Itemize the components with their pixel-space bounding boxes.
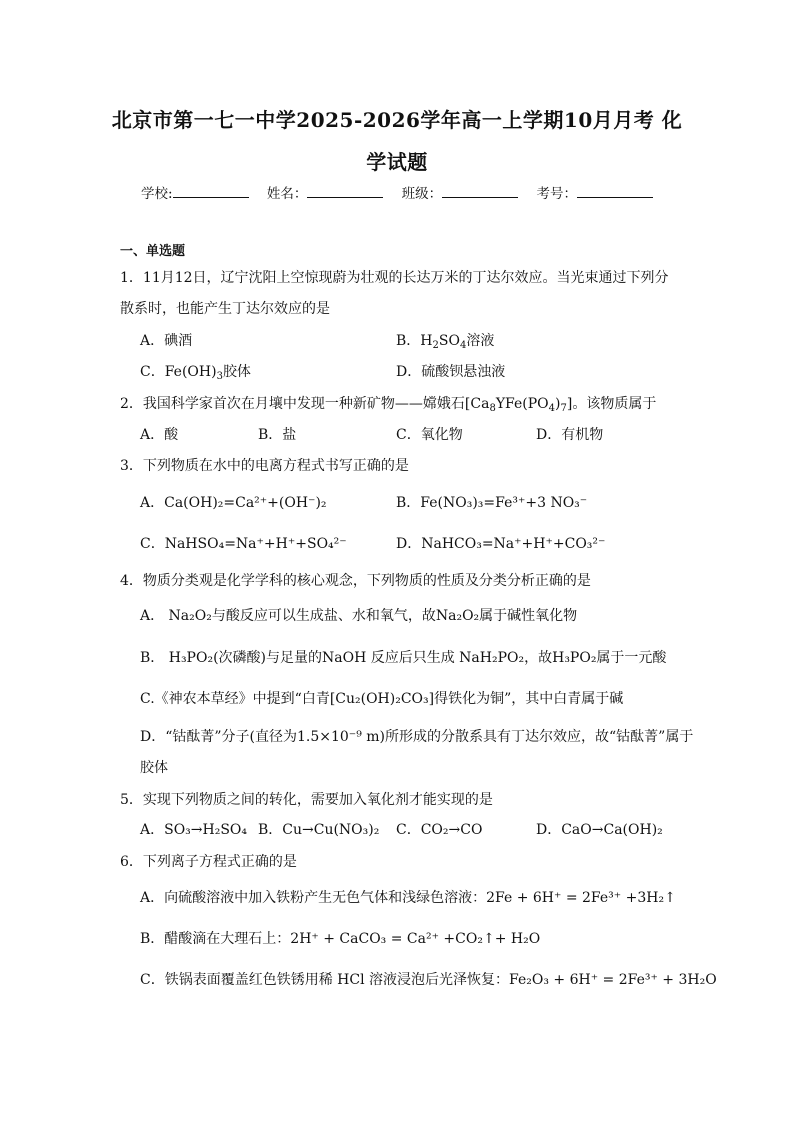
q5-option-b: B．Cu→Cu(NO₃)₂ [258,822,380,838]
q3-stem: 3．下列物质在水中的电离方程式书写正确的是 [120,458,409,474]
page-title-line2: 学试题 [366,150,428,174]
q4-option-c: C.《神农本草经》中提到“白青[Cu₂(OH)₂CO₃]得铁化为铜”，其中白青属于碱 [140,691,624,707]
class-blank[interactable] [442,185,518,198]
q5-option-a: A．SO₃→H₂SO₄ [140,822,248,838]
q6-option-c: C．铁锅表面覆盖红色铁锈用稀 HCl 溶液浸泡后光泽恢复：Fe₂O₃ + 6H⁺ = 2Fe³⁺ + 3H₂O [140,972,717,988]
q1-option-d: D．硫酸钡悬浊液 [396,364,506,380]
exam-no-label: 考号： [536,186,577,202]
q4-option-a: A． Na₂O₂与酸反应可以生成盐、水和氧气，故Na₂O₂属于碱性氧化物 [140,608,578,624]
school-blank[interactable] [173,185,249,198]
q2-option-a: A．酸 [140,427,179,443]
school-label: 学校: [141,186,173,202]
q2-option-c: C．氧化物 [396,427,463,443]
q1-stem-line2: 散系时，也能产生丁达尔效应的是 [120,301,330,317]
q6-stem: 6．下列离子方程式正确的是 [120,854,297,870]
page-title-line1: 北京市第一七一中学2025-2026学年高一上学期10月月考 化 [111,108,683,132]
class-label: 班级： [401,186,443,202]
q2-option-d: D．有机物 [536,427,604,443]
name-label: 姓名： [266,186,308,202]
q6-option-b: B．醋酸滴在大理石上：2H⁺ + CaCO₃ = Ca²⁺ +CO₂↑+ H₂O [140,931,541,947]
q4-stem: 4．物质分类观是化学学科的核心观念，下列物质的性质及分类分析正确的是 [120,573,591,589]
q4-option-d-line2: 胶体 [140,760,168,776]
q3-option-a: A．Ca(OH)₂=Ca²⁺+(OH⁻)₂ [140,495,327,511]
q5-option-d: D．CaO→Ca(OH)₂ [536,822,663,838]
q4-option-b: B． H₃PO₂(次磷酸)与足量的NaOH 反应后只生成 NaH₂PO₂，故H₃PO₂属于一元酸 [140,650,667,666]
exam-no-blank[interactable] [577,185,653,198]
q2-option-b: B．盐 [258,427,297,443]
q5-option-c: C．CO₂→CO [396,822,483,838]
student-info-row [0,182,794,202]
name-blank[interactable] [307,185,383,198]
q1-option-a: A．碘酒 [140,333,193,349]
q1-option-c: C．$Fe(OH)_3$胶体 [140,364,251,382]
q3-option-b: B．Fe(NO₃)₃=Fe³⁺+3 NO₃⁻ [396,495,588,511]
q1-stem-line1: 1．11月12日，辽宁沈阳上空惊现蔚为壮观的长达万米的丁达尔效应。当光束通过下列分 [120,270,669,286]
q6-option-a: A．向硫酸溶液中加入铁粉产生无色气体和浅绿色溶液：2Fe + 6H⁺ = 2Fe³⁺ +3H₂↑ [140,890,676,906]
q1-option-b: B．$H_2SO_4$溶液 [396,333,495,351]
q4-option-d-line1: D．“钴酞菁”分子(直径为1.5×10⁻⁹ m)所形成的分散系具有丁达尔效应，故“钴酞菁”属于 [140,729,694,745]
q3-option-d: D．NaHCO₃=Na⁺+H⁺+CO₃²⁻ [396,536,606,552]
q5-stem: 5．实现下列物质之间的转化，需要加入氧化剂才能实现的是 [120,792,493,808]
q3-option-c: C．NaHSO₄=Na⁺+H⁺+SO₄²⁻ [140,536,347,552]
q2-stem: 2．我国科学家首次在月壤中发现一种新矿物——嫦娥石$[Ca_8YFe(PO_4)_7]$。该物质属于 [120,396,657,414]
section-heading: 一、单选题 [120,244,186,259]
